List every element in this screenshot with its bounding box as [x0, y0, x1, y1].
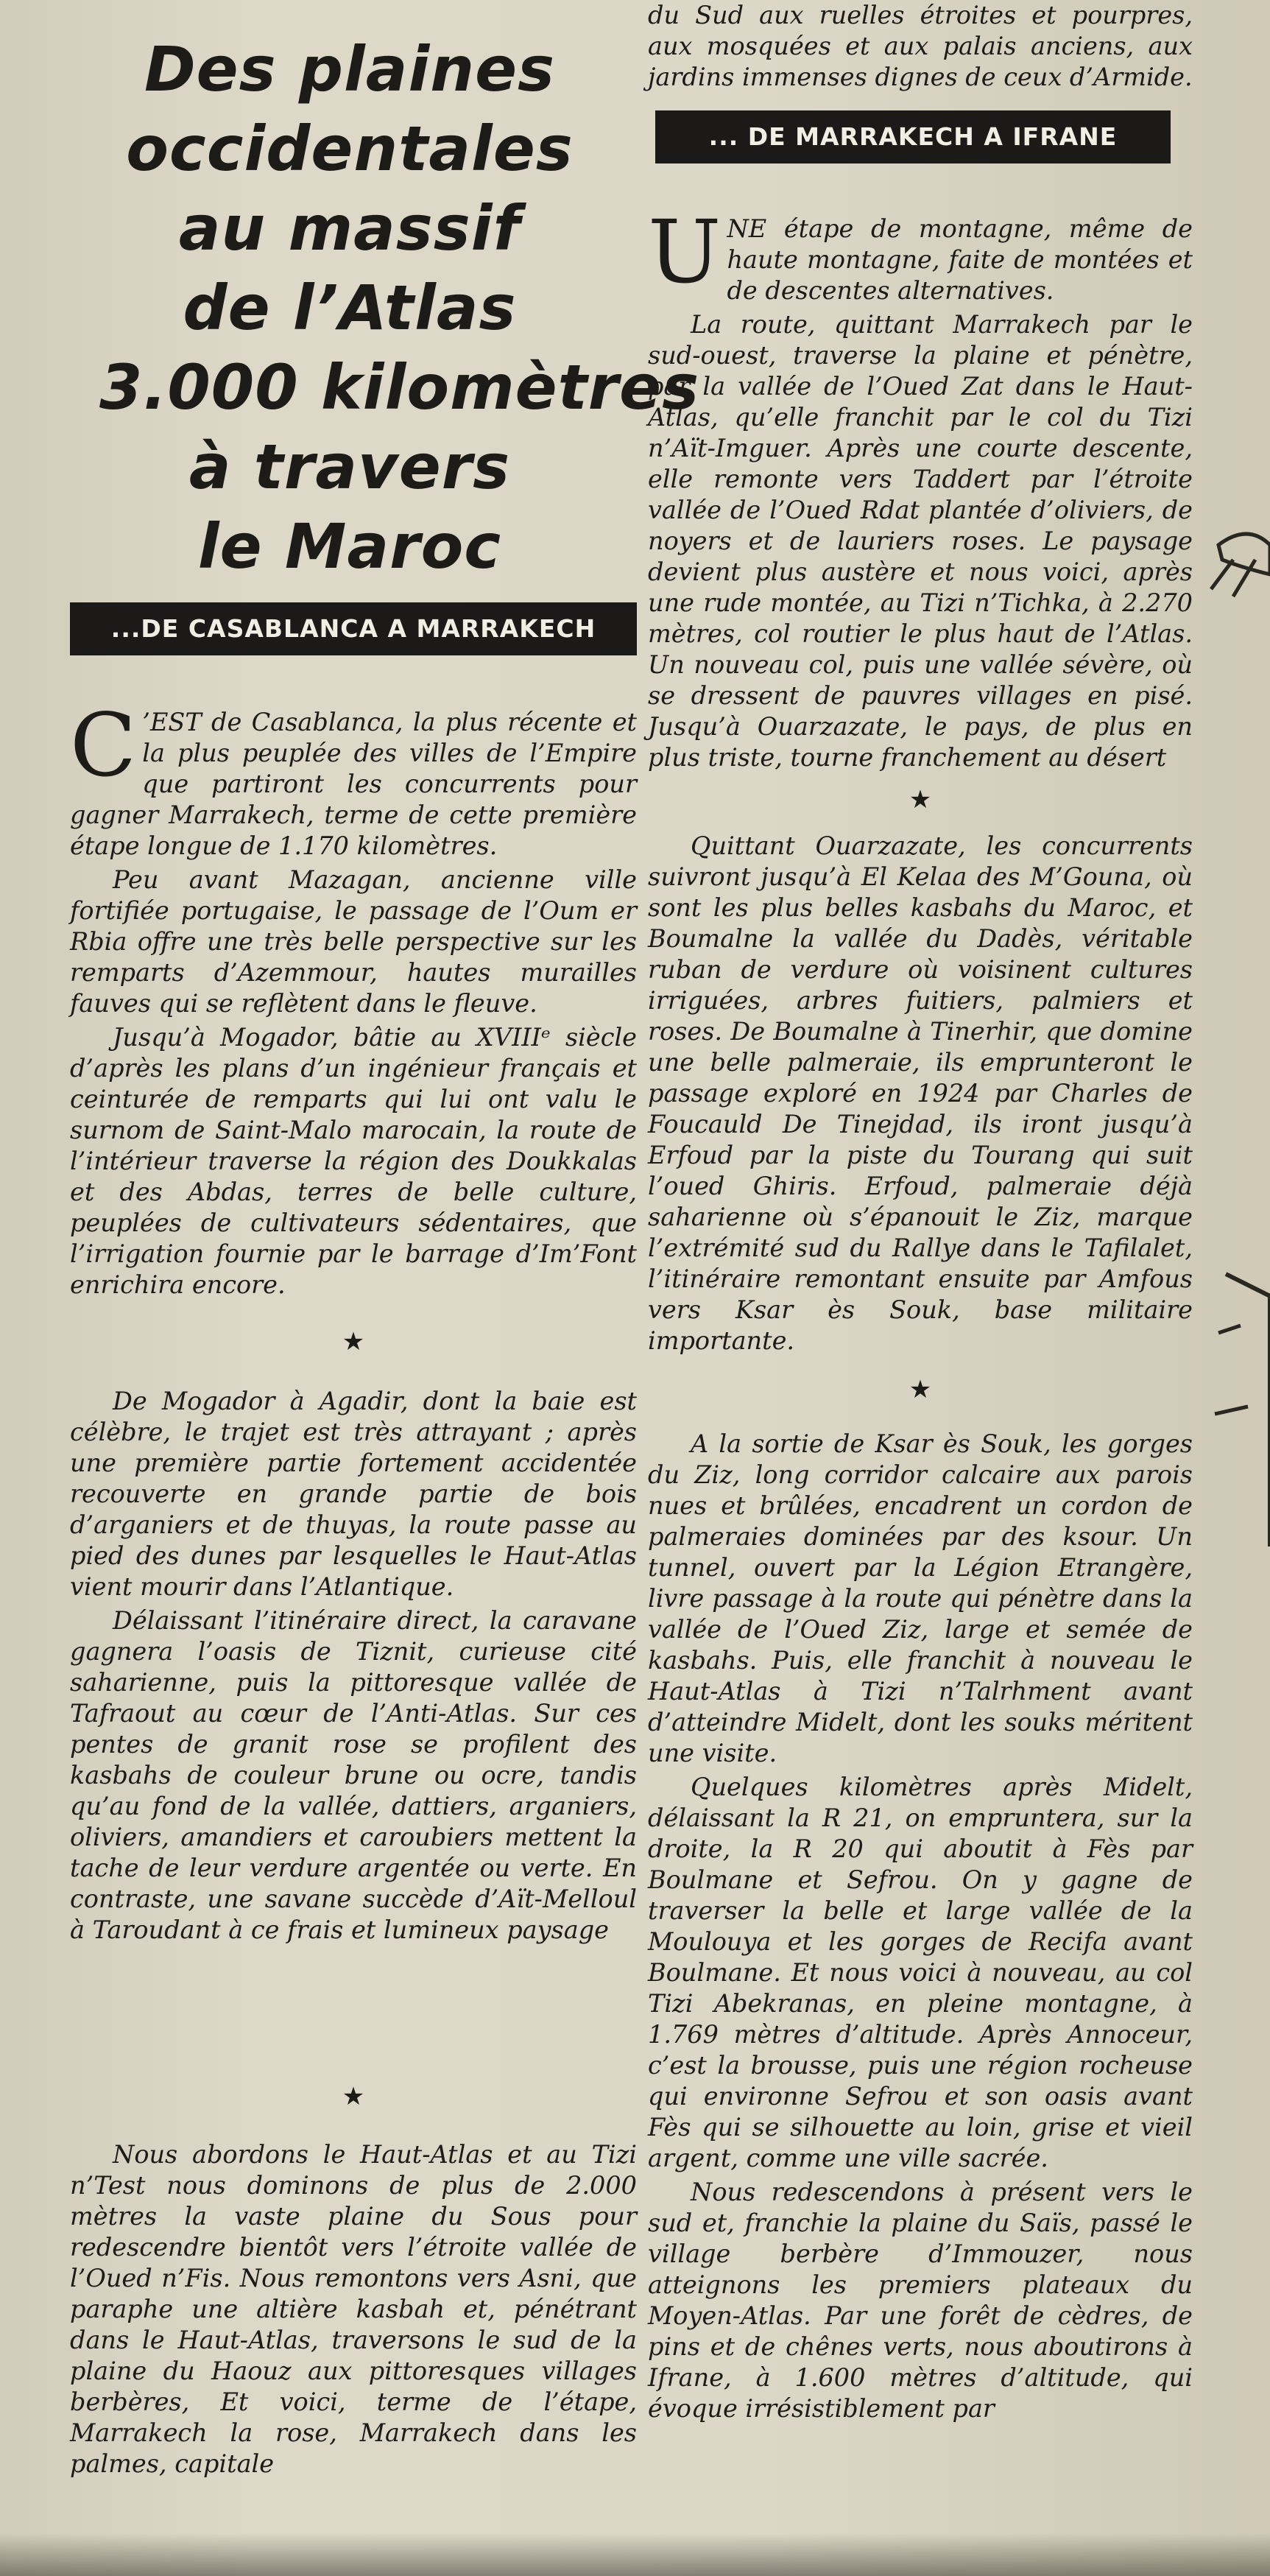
headline — [99, 29, 700, 586]
article-text-block — [70, 1386, 637, 1949]
headline-line: occidentales — [126, 113, 574, 185]
paragraph: Nous abordons le Haut-Atlas et au Tizi n’Test nous dominons de plus de 2.000 mètres la vaste plaine du Sous pour redescendre bientôt vers l’étroite vallée de l’Oued n’Fis. Nous remontons vers Asni, que paraphe une altière kasbah et, pénétrant dans le Haut-Atlas, traversons le sud de la plaine du Haouz aux pittoresques villages berbères, Et voici, terme de l’étape, Marrakech la rose, Marrakech dans les palmes, capitale — [70, 2140, 637, 2478]
drop-cap: U — [648, 201, 722, 303]
paragraph: C ’EST de Casablanca, la plus récente et la plus peuplée des villes de l’Empire que partiront les concurrents pour gagner Marrakech, terme de cette première étape longue de 1.170 kilomètres. — [70, 694, 637, 860]
star-separator-icon: ★ — [342, 2082, 365, 2111]
headline-line: Des plaines — [144, 33, 556, 105]
article-text-block — [648, 1429, 1193, 2427]
section-title-ifrane: ... DE MARRAKECH A IFRANE — [655, 110, 1171, 163]
paragraph: du Sud aux ruelles étroites et pourpres, aux mosquées et aux palais anciens, aux jardins immenses dignes de ceux d’Armide. — [648, 1, 1193, 91]
star-separator-icon: ★ — [342, 1327, 365, 1356]
adjacent-page-edge — [1204, 515, 1270, 2062]
headline-line: 3.000 kilomètres — [99, 351, 700, 423]
star-separator-icon: ★ — [909, 1375, 932, 1404]
article-text-block — [70, 2139, 637, 2482]
drop-cap: C — [70, 694, 137, 796]
article-text-block — [70, 694, 637, 1303]
paragraph: A la sortie de Ksar ès Souk, les gorges du Ziz, long corridor calcaire aux parois nues et brûlées, encadrent un cordon de palmeraies dominées par des ksour. Un tunnel, ouvert par la Légion Etrangère, livre passage à la route qui pénètre dans la vallée de l’Oued Ziz, large et semée de kasbahs. Puis, elle franchit à nouveau le Haut-Atlas à Tizi n’Talrhment avant d’atteindre Midelt, dont les souks méritent une visite. — [648, 1429, 1193, 1767]
star-separator-icon: ★ — [909, 785, 932, 814]
paragraph: UNE étape de montagne, même de haute montagne, faite de montées et de descentes alternatives. — [648, 201, 1193, 305]
article-text-block — [648, 0, 1193, 96]
adjacent-page-drawing — [1204, 515, 1270, 2062]
headline-line: au massif — [178, 192, 521, 264]
headline-line: de l’Atlas — [183, 272, 517, 344]
page-bottom-shadow — [0, 2533, 1270, 2576]
paragraph: La route, quittant Marrakech par le sud-ouest, traverse la plaine et pénètre, par la vallée de l’Oued Zat dans le Haut-Atlas, qu’elle franchit par le col du Tizi n’Aït-Imguer. Après une courte descente, elle remonte vers Taddert par l’étroite vallée de l’Oued Rdat plantée d’oliviers, de noyers et de lauriers roses. Le paysage devient plus austère et nous voici, après une rude montée, au Tizi n’Tichka, à 2.270 mètres, col routier le plus haut de l’Atlas. Un nouveau col, puis une vallée sévère, où se dressent de pauvres villages en pisé. Jusqu’à Ouarzazate, le pays, de plus en plus triste, tourne franchement au désert — [648, 310, 1193, 772]
paragraph: Délaissant l’itinéraire direct, la caravane gagnera l’oasis de Tiznit, curieuse cité saharienne, puis la pittoresque vallée de Tafraout au cœur de l’Anti-Atlas. Sur ces pentes de granit rose se profilent des kasbahs de couleur brune ou ocre, tandis qu’au fond de la vallée, dattiers, arganiers, oliviers, amandiers et caroubiers mettent la tache de leur verdure argentée ou verte. En contraste, une savane succède d’Aït-Melloul à Taroudant à ce frais et lumineux paysage — [70, 1606, 637, 1944]
paragraph: Jusqu’à Mogador, bâtie au XVIIIᵉ siècle d’après les plans d’un ingénieur français et ceinturée de remparts qui lui ont valu le surnom de Saint-Malo marocain, la route de l’intérieur traverse la région des Doukkalas et des Abdas, terres de belle culture, peuplées de cultivateurs sédentaires, que l’irrigation fournie par le barrage d’Im’Font enrichira encore. — [70, 1023, 637, 1299]
paragraph: Quelques kilomètres après Midelt, délaissant la R 21, on empruntera, sur la droite, la R 20 qui aboutit à Fès par Boulmane et Sefrou. On y gagne de traverser la belle et large vallée de la Moulouya et les gorges de Recifa avant Boulmane. Et nous voici à nouveau, au col Tizi Abekranas, en pleine montagne, à 1.769 mètres d’altitude. Après Annoceur, c’est la brousse, puis une région rocheuse qui environne Sefrou et son oasis avant Fès qui se silhouette au loin, grise et vieil argent, comme une ville sacrée. — [648, 1773, 1193, 2172]
article-text-block — [648, 831, 1193, 1359]
paragraph: Peu avant Mazagan, ancienne ville fortifiée portugaise, le passage de l’Oum er Rbia offre une très belle perspective sur les remparts d’Azemmour, hautes murailles fauves qui se reflètent dans le fleuve. — [70, 865, 637, 1018]
paragraph: Quittant Ouarzazate, les concurrents suivront jusqu’à El Kelaa des M’Gouna, où sont les plus belles kasbahs du Maroc, et Boumalne la vallée du Dadès, véritable ruban de verdure où voisinent cultures irriguées, arbres fuitiers, palmiers et roses. De Boumalne à Tinerhir, que domine une belle palmeraie, ils emprunteront le passage exploré en 1924 par Charles de Foucauld De Tinejdad, ils iront jusqu’à Erfoud par la piste du Tourang qui suit l’oued Ghiris. Erfoud, palmeraie déjà saharienne où s’épanouit le Ziz, marque l’extrémité sud du Rallye dans le Tafilalet, l’itinéraire remontant ensuite par Amfous vers Ksar ès Souk, base militaire importante. — [648, 831, 1193, 1355]
headline-line: à travers — [188, 431, 511, 503]
section-title-casablanca: ...DE CASABLANCA A MARRAKECH — [70, 602, 637, 655]
paragraph: De Mogador à Agadir, dont la baie est célèbre, le trajet est très attrayant ; après une première partie fortement accidentée recouverte en grande partie de bois d’arganiers et de thuyas, la route passe au pied des dunes par lesquelles le Haut-Atlas vient mourir dans l’Atlantique. — [70, 1387, 637, 1601]
article-text-block — [648, 201, 1193, 776]
headline-line: le Maroc — [197, 510, 502, 583]
paragraph: Nous redescendons à présent vers le sud et, franchie la plaine du Saïs, passé le village berbère d’Immouzer, nous atteignons les premiers plateaux du Moyen-Atlas. Par une forêt de cèdres, de pins et de chênes verts, nous aboutirons à Ifrane, à 1.600 mètres d’altitude, qui évoque irrésistiblement par — [648, 2178, 1193, 2423]
